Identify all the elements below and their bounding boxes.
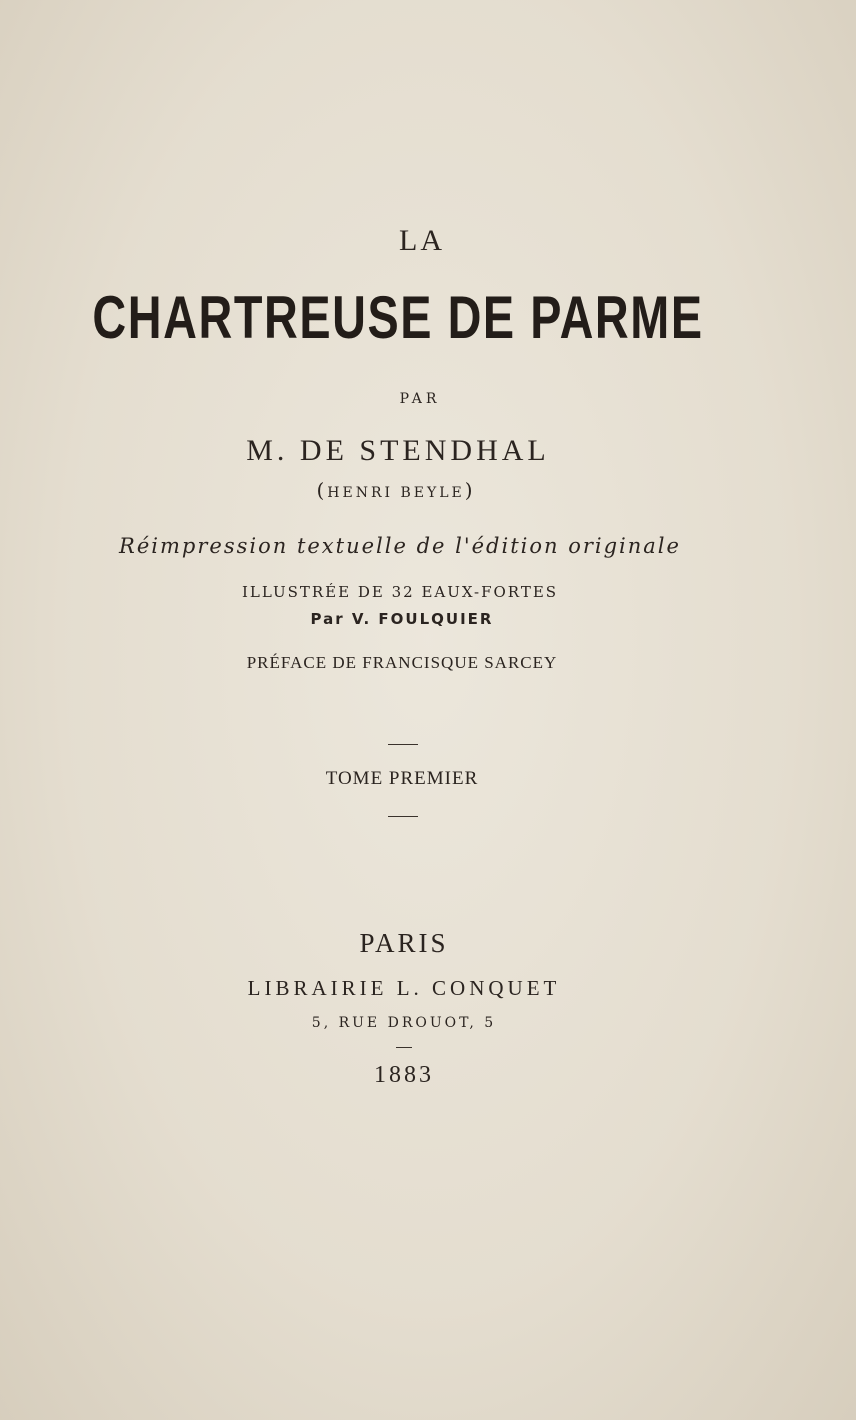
open-paren: ( <box>316 478 328 502</box>
book-title: CHARTREUSE DE PARME <box>92 284 704 351</box>
close-paren: ) <box>464 478 476 502</box>
title-article: LA <box>399 224 445 257</box>
author-real-name <box>0 480 824 500</box>
author-name: M. DE STENDHAL <box>246 434 550 467</box>
divider-rule <box>396 1047 412 1048</box>
illustration-note: ILLUSTRÉE DE 32 EAUX-FORTES <box>241 583 559 601</box>
publisher-address: 5, RUE DROUOT, 5 <box>311 1015 497 1031</box>
by-label: PAR <box>399 391 441 407</box>
divider-rule <box>388 744 418 745</box>
publication-city: PARIS <box>359 928 449 958</box>
preface-credit: PRÉFACE DE FRANCISQUE SARCEY <box>246 653 558 672</box>
reprint-note: Réimpression textuelle de l'édition originale <box>119 534 681 558</box>
divider-rule <box>388 816 418 817</box>
real-name-text: HENRI BEYLE <box>327 485 465 501</box>
publication-year: 1883 <box>374 1062 434 1088</box>
publisher-name: LIBRAIRIE L. CONQUET <box>247 976 561 1000</box>
engraver-credit: Par V. FOULQUIER <box>310 610 494 628</box>
volume-label: TOME PREMIER <box>325 768 479 789</box>
